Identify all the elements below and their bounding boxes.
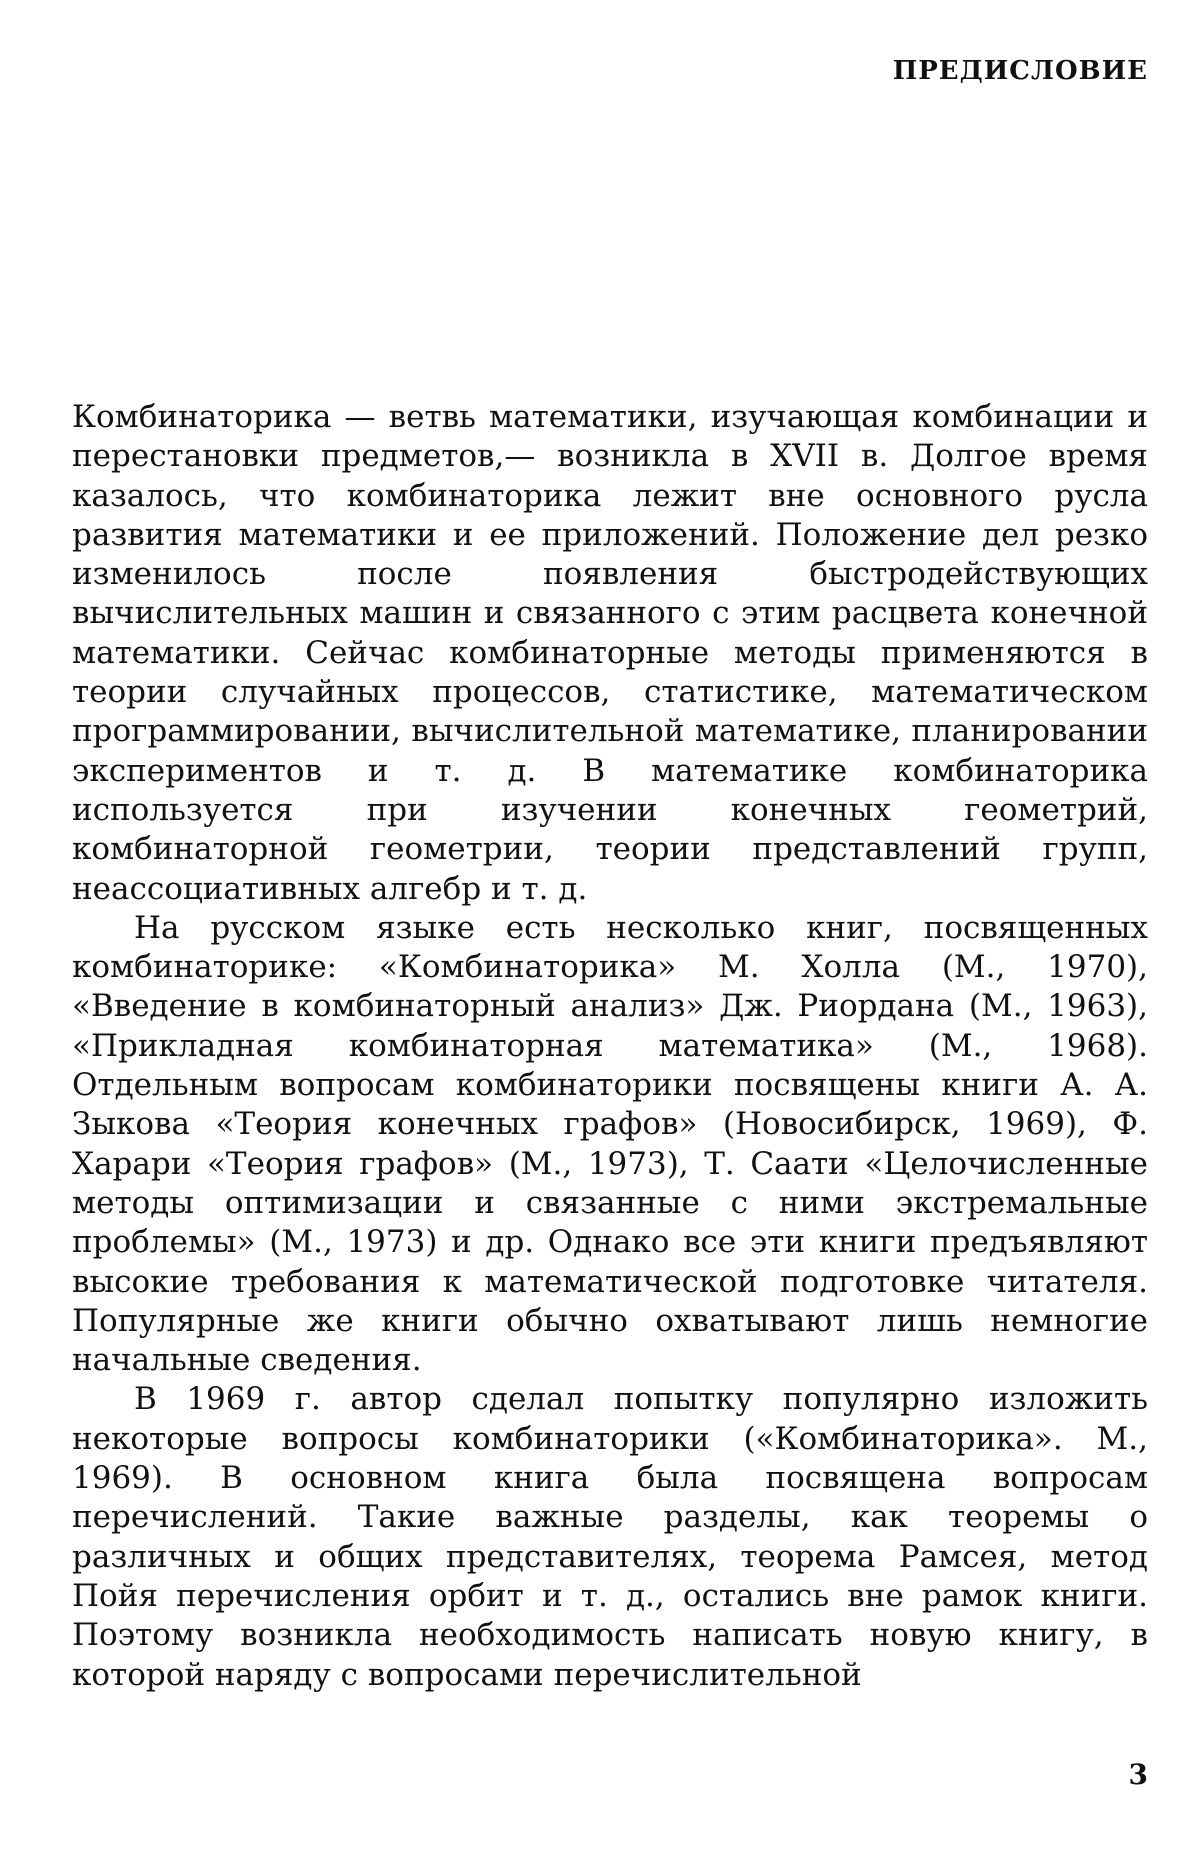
paragraph-3: В 1969 г. автор сделал попытку популярно изложить некоторые вопросы комбинаторики («Комбинаторика». М., 1969). В основном книга была посвящена вопросам перечислений. Такие важные разделы, как теоремы о различных и общих представителях, теорема Рамсея, метод Пойя перечисления орбит и т. д., остались вне рамок книги. Поэтому возникла необходимость написать новую книгу, в которой наряду с вопросами перечислительной — [72, 1381, 1148, 1693]
preface-text — [72, 398, 1148, 1695]
page-number: 3 — [1128, 1758, 1148, 1791]
paragraph-1: Комбинаторика — ветвь математики, изучающая комбинации и перестановки предметов,— возникла в XVII в. Долгое время казалось, что комбинаторика лежит вне основного русла развития математики и ее приложений. Положение дел резко изменилось после появления быстродействующих вычислительных машин и связанного с этим расцвета конечной математики. Сейчас комбинаторные методы применяются в теории случайных процессов, статистике, математическом программировании, вычислительной математике, планировании экспериментов и т. д. В математике комбинаторика используется при изучении конечных геометрий, комбинаторной геометрии, теории представлений групп, неассоциативных алгебр и т. д. — [72, 399, 1148, 907]
running-header: ПРЕДИСЛОВИЕ — [892, 56, 1148, 86]
paragraph-2: На русском языке есть несколько книг, посвященных комбинаторике: «Комбинаторика» М. Холла (М., 1970), «Введение в комбинаторный анализ» Дж. Риордана (М., 1963), «Прикладная комбинаторная математика» (М., 1968). Отдельным вопросам комбинаторики посвящены книги А. А. Зыкова «Теория конечных графов» (Новосибирск, 1969), Ф. Харари «Теория графов» (М., 1973), Т. Саати «Целочисленные методы оптимизации и связанные с ними экстремальные проблемы» (М., 1973) и др. Однако все эти книги предъявляют высокие требования к математической подготовке читателя. Популярные же книги обычно охватывают лишь немногие начальные сведения. — [72, 909, 1148, 1379]
